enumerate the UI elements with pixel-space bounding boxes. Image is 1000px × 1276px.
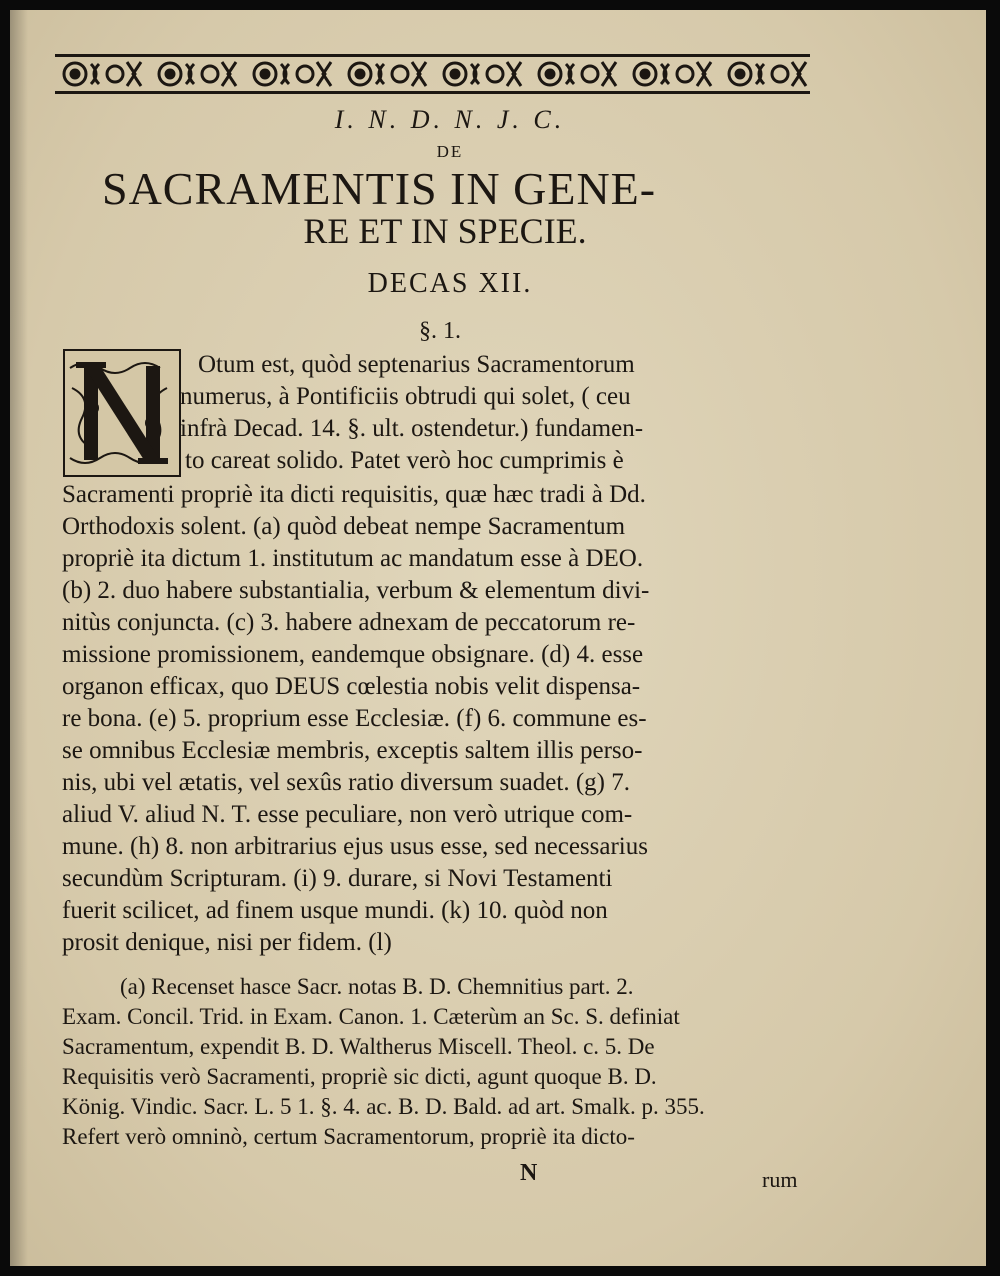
- body-line: numerus, à Pontificiis obtrudi qui solet, ( ceu: [180, 383, 631, 410]
- footnote-line: Requisitis verò Sacramenti, propriè sic dicti, agunt quoque B. D.: [62, 1064, 657, 1089]
- body-line: re bona. (e) 5. proprium esse Ecclesiæ. (f) 6. commune es-: [62, 705, 647, 732]
- footnote-line: Sacramentum, expendit B. D. Waltherus Miscell. Theol. c. 5. De: [62, 1034, 655, 1059]
- body-line: missione promissionem, eandemque obsignare. (d) 4. esse: [62, 641, 644, 668]
- footnote-line: König. Vindic. Sacr. L. 5 1. §. 4. ac. B. D. Bald. ad art. Smalk. p. 355.: [62, 1094, 705, 1119]
- decorated-initial-n: [62, 348, 182, 478]
- catchword: rum: [762, 1167, 798, 1192]
- body-line: secundùm Scripturam. (i) 9. durare, si Novi Testamenti: [62, 865, 613, 892]
- footnote-line: Exam. Concil. Trid. in Exam. Canon. 1. Cæterùm an Sc. S. definiat: [62, 1004, 680, 1029]
- footnote-line: (a) Recenset hasce Sacr. notas B. D. Chemnitius part. 2.: [120, 974, 634, 999]
- body-line: mune. (h) 8. non arbitrarius ejus usus esse, sed necessarius: [62, 833, 648, 860]
- body-line: propriè ita dictum 1. institutum ac mandatum esse à DEO.: [62, 545, 644, 572]
- body-line: Sacramenti propriè ita dicti requisitis, quæ hæc tradi à Dd.: [62, 481, 646, 508]
- body-line: fuerit scilicet, ad finem usque mundi. (k) 10. quòd non: [62, 897, 608, 924]
- body-line: to careat solido. Patet verò hoc cumprimis è: [185, 447, 624, 474]
- ornamental-header-band: [55, 50, 810, 98]
- body-line: organon efficax, quo DEUS cœlestia nobis velit dispensa-: [62, 673, 641, 700]
- section-mark: §. 1.: [419, 318, 461, 344]
- title-prefix: DE: [436, 142, 464, 161]
- body-line: infrà Decad. 14. §. ult. ostendetur.) fundamen-: [180, 415, 644, 442]
- invocation-motto: I. N. D. N. J. C.: [334, 105, 566, 134]
- body-line: prosit denique, nisi per fidem. (l): [62, 929, 392, 956]
- body-line: nis, ubi vel ætatis, vel sexûs ratio diversum suadet. (g) 7.: [62, 769, 630, 796]
- body-line: nitùs conjuncta. (c) 3. habere adnexam de peccatorum re-: [62, 609, 636, 636]
- decas-heading: DECAS XII.: [367, 268, 533, 299]
- body-line: aliud V. aliud N. T. esse peculiare, non verò utrique com-: [62, 801, 633, 828]
- page-gutter-shadow: [10, 10, 28, 1266]
- body-line: Orthodoxis solent. (a) quòd debeat nempe Sacramentum: [62, 513, 626, 540]
- body-line: se omnibus Ecclesiæ membris, exceptis saltem illis perso-: [62, 737, 643, 764]
- title-line-1: SACRAMENTIS IN GENE-: [102, 163, 657, 214]
- signature-mark: N: [520, 1160, 538, 1186]
- book-page: [10, 10, 986, 1266]
- body-line: (b) 2. duo habere substantialia, verbum & elementum divi-: [62, 577, 650, 604]
- footnote-line: Refert verò omninò, certum Sacramentorum, propriè ita dicto-: [62, 1124, 635, 1149]
- title-line-2: RE ET IN SPECIE.: [303, 211, 587, 251]
- body-line: Otum est, quòd septenarius Sacramentorum: [198, 351, 635, 378]
